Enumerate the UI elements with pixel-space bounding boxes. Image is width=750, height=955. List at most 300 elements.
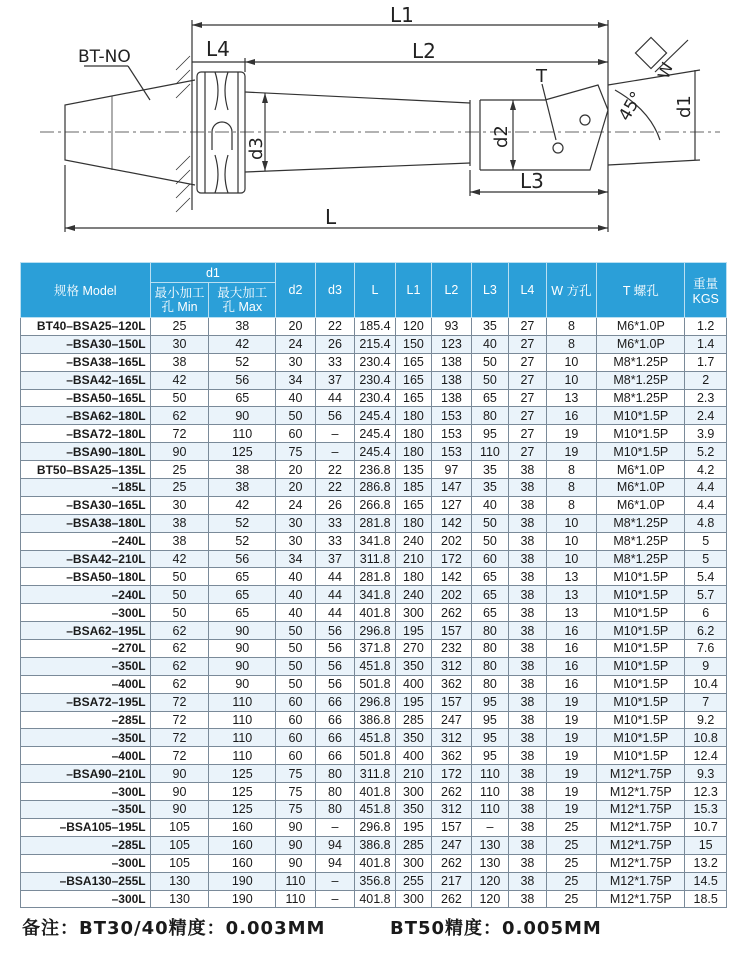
- cell-l2: 138: [432, 389, 472, 407]
- cell-l: 451.8: [355, 729, 396, 747]
- cell-d2: 40: [276, 586, 316, 604]
- cell-d2: 75: [276, 783, 316, 801]
- cell-l3: 80: [471, 407, 508, 425]
- header-d1-min: [150, 283, 209, 318]
- cell-d1-max: 90: [209, 675, 276, 693]
- cell-t: M12*1.75P: [597, 765, 685, 783]
- cell-model: –400L: [21, 675, 151, 693]
- cell-d3: 26: [315, 335, 355, 353]
- label-t: T: [536, 66, 547, 87]
- cell-l: 501.8: [355, 747, 396, 765]
- cell-w: 10: [546, 353, 597, 371]
- cell-t: M6*1.0P: [597, 479, 685, 497]
- cell-weight: 9.3: [685, 765, 727, 783]
- cell-l3: 65: [471, 586, 508, 604]
- cell-l2: 312: [432, 657, 472, 675]
- label-l: L: [325, 205, 337, 229]
- cell-l2: 217: [432, 872, 472, 890]
- cell-w: 13: [546, 568, 597, 586]
- cell-w: 16: [546, 622, 597, 640]
- cell-d1-max: 65: [209, 389, 276, 407]
- cell-d3: 44: [315, 389, 355, 407]
- cell-l4: 27: [509, 371, 546, 389]
- cell-l3: 110: [471, 765, 508, 783]
- cell-l3: 95: [471, 693, 508, 711]
- spec-table: [20, 262, 727, 908]
- table-row: [21, 335, 727, 353]
- cell-weight: 7.6: [685, 640, 727, 658]
- cell-model: –285L: [21, 836, 151, 854]
- cell-l: 266.8: [355, 496, 396, 514]
- cell-l3: 50: [471, 514, 508, 532]
- table-row: [21, 514, 727, 532]
- cell-l4: 27: [509, 407, 546, 425]
- cell-l: 281.8: [355, 568, 396, 586]
- cell-l3: 80: [471, 622, 508, 640]
- cell-model: –BSA105–195L: [21, 818, 151, 836]
- cell-d2: 75: [276, 765, 316, 783]
- cell-t: M10*1.5P: [597, 425, 685, 443]
- cell-l3: 60: [471, 550, 508, 568]
- cell-d1-min: 62: [150, 622, 209, 640]
- cell-d1-max: 190: [209, 872, 276, 890]
- cell-l2: 202: [432, 586, 472, 604]
- cell-d1-max: 52: [209, 353, 276, 371]
- body-bottom: [245, 163, 470, 172]
- cell-l2: 157: [432, 818, 472, 836]
- cell-d2: 90: [276, 854, 316, 872]
- cell-w: 8: [546, 461, 597, 479]
- cell-d1-min: 72: [150, 711, 209, 729]
- cell-d1-max: 160: [209, 818, 276, 836]
- cell-l: 501.8: [355, 675, 396, 693]
- cell-l: 296.8: [355, 693, 396, 711]
- cell-t: M12*1.75P: [597, 854, 685, 872]
- cell-d3: 56: [315, 640, 355, 658]
- cell-d3: 22: [315, 318, 355, 336]
- cell-w: 16: [546, 675, 597, 693]
- header-t: T 螺孔: [597, 263, 685, 318]
- cell-l4: 38: [509, 765, 546, 783]
- cell-d1-min: 30: [150, 335, 209, 353]
- cell-d3: 22: [315, 479, 355, 497]
- cell-w: 8: [546, 318, 597, 336]
- table-row: [21, 801, 727, 819]
- cell-model: –BSA72–195L: [21, 693, 151, 711]
- cell-weight: 5: [685, 550, 727, 568]
- cell-l: 341.8: [355, 586, 396, 604]
- cell-t: M10*1.5P: [597, 604, 685, 622]
- table-row: [21, 407, 727, 425]
- cell-l3: 80: [471, 657, 508, 675]
- cell-d2: 60: [276, 425, 316, 443]
- cell-weight: 18.5: [685, 890, 727, 908]
- cell-w: 8: [546, 496, 597, 514]
- cell-w: 19: [546, 765, 597, 783]
- cell-l4: 27: [509, 353, 546, 371]
- table-row: [21, 353, 727, 371]
- cell-l3: 65: [471, 568, 508, 586]
- cell-d1-min: 30: [150, 496, 209, 514]
- cell-l4: 38: [509, 461, 546, 479]
- cell-l3: 50: [471, 532, 508, 550]
- cell-weight: 9.2: [685, 711, 727, 729]
- cell-t: M10*1.5P: [597, 640, 685, 658]
- cell-weight: 6.2: [685, 622, 727, 640]
- table-row: [21, 783, 727, 801]
- cell-w: 25: [546, 818, 597, 836]
- cell-d1-min: 72: [150, 693, 209, 711]
- cell-l: 311.8: [355, 765, 396, 783]
- cell-w: 16: [546, 657, 597, 675]
- table-row: [21, 586, 727, 604]
- cell-l4: 38: [509, 854, 546, 872]
- cell-l: 401.8: [355, 890, 396, 908]
- cell-l3: 35: [471, 479, 508, 497]
- cell-weight: 1.2: [685, 318, 727, 336]
- table-row: [21, 443, 727, 461]
- cell-d3: 56: [315, 622, 355, 640]
- cell-w: 19: [546, 425, 597, 443]
- cell-l: 281.8: [355, 514, 396, 532]
- cell-l: 341.8: [355, 532, 396, 550]
- table-row: [21, 675, 727, 693]
- cell-w: 16: [546, 407, 597, 425]
- cell-d1-max: 42: [209, 335, 276, 353]
- cell-l1: 300: [395, 854, 431, 872]
- cell-d2: 40: [276, 389, 316, 407]
- cell-t: M8*1.25P: [597, 514, 685, 532]
- table-row: [21, 711, 727, 729]
- cell-l4: 38: [509, 747, 546, 765]
- cell-weight: 5.4: [685, 568, 727, 586]
- cell-model: –270L: [21, 640, 151, 658]
- cell-model: –BSA30–165L: [21, 496, 151, 514]
- cell-t: M12*1.75P: [597, 872, 685, 890]
- cell-weight: 5.2: [685, 443, 727, 461]
- cell-d1-max: 90: [209, 640, 276, 658]
- cell-l4: 38: [509, 675, 546, 693]
- cell-d2: 20: [276, 461, 316, 479]
- cell-d1-min: 90: [150, 765, 209, 783]
- cell-model: –BSA90–210L: [21, 765, 151, 783]
- cell-l3: 40: [471, 335, 508, 353]
- cell-d3: 80: [315, 801, 355, 819]
- cell-w: 19: [546, 783, 597, 801]
- cell-t: M10*1.5P: [597, 693, 685, 711]
- cell-weight: 10.4: [685, 675, 727, 693]
- cell-d3: 66: [315, 711, 355, 729]
- cell-l4: 27: [509, 389, 546, 407]
- cell-d2: 20: [276, 318, 316, 336]
- header-l1: L1: [395, 263, 431, 318]
- cell-l: 230.4: [355, 353, 396, 371]
- cell-weight: 4.8: [685, 514, 727, 532]
- cell-l4: 38: [509, 657, 546, 675]
- cell-t: M12*1.75P: [597, 890, 685, 908]
- note-bt30-40: 备注：BT30/40精度：0.003MM: [22, 918, 326, 939]
- cell-l1: 210: [395, 550, 431, 568]
- cell-l2: 262: [432, 783, 472, 801]
- cell-w: 16: [546, 640, 597, 658]
- cell-l: 371.8: [355, 640, 396, 658]
- header-d2: d2: [276, 263, 316, 318]
- label-d2: d2: [491, 125, 512, 148]
- cell-l2: 127: [432, 496, 472, 514]
- cell-l4: 38: [509, 532, 546, 550]
- cell-weight: 2: [685, 371, 727, 389]
- cell-w: 8: [546, 479, 597, 497]
- cell-w: 25: [546, 872, 597, 890]
- cell-d1-max: 52: [209, 514, 276, 532]
- cell-w: 10: [546, 532, 597, 550]
- cell-model: BT50–BSA25–135L: [21, 461, 151, 479]
- table-row: [21, 622, 727, 640]
- cell-l2: 262: [432, 604, 472, 622]
- cell-d1-min: 50: [150, 389, 209, 407]
- header-l: L: [355, 263, 396, 318]
- cell-d3: 37: [315, 550, 355, 568]
- cell-d1-max: 56: [209, 371, 276, 389]
- cell-l1: 300: [395, 890, 431, 908]
- cell-l3: 95: [471, 747, 508, 765]
- cell-w: 19: [546, 711, 597, 729]
- table-row: [21, 425, 727, 443]
- cell-l4: 38: [509, 783, 546, 801]
- cell-d1-max: 125: [209, 443, 276, 461]
- cell-l1: 180: [395, 443, 431, 461]
- cell-d2: 75: [276, 443, 316, 461]
- cell-weight: 7: [685, 693, 727, 711]
- cell-weight: 1.7: [685, 353, 727, 371]
- cell-l1: 135: [395, 461, 431, 479]
- cell-l4: 27: [509, 425, 546, 443]
- cell-t: M10*1.5P: [597, 568, 685, 586]
- cell-d1-max: 125: [209, 783, 276, 801]
- spec-table-body: [21, 318, 727, 908]
- cell-d2: 90: [276, 818, 316, 836]
- cell-l2: 262: [432, 854, 472, 872]
- label-d3: d3: [246, 137, 267, 160]
- cell-t: M10*1.5P: [597, 407, 685, 425]
- cell-l: 401.8: [355, 604, 396, 622]
- table-row: [21, 389, 727, 407]
- cell-d2: 90: [276, 836, 316, 854]
- cell-l2: 312: [432, 801, 472, 819]
- cell-weight: 12.3: [685, 783, 727, 801]
- cell-l3: 120: [471, 872, 508, 890]
- cell-d1-min: 105: [150, 836, 209, 854]
- cell-model: –285L: [21, 711, 151, 729]
- cell-l4: 38: [509, 622, 546, 640]
- cell-l4: 38: [509, 604, 546, 622]
- cell-d1-max: 125: [209, 765, 276, 783]
- cell-l2: 97: [432, 461, 472, 479]
- cell-model: –300L: [21, 890, 151, 908]
- cell-model: –185L: [21, 479, 151, 497]
- cell-l1: 400: [395, 675, 431, 693]
- table-row: [21, 550, 727, 568]
- table-row: [21, 568, 727, 586]
- cell-l: 386.8: [355, 836, 396, 854]
- cell-l3: 130: [471, 854, 508, 872]
- cell-d1-max: 90: [209, 657, 276, 675]
- cell-l3: 95: [471, 711, 508, 729]
- cell-l2: 172: [432, 765, 472, 783]
- cell-d1-max: 110: [209, 693, 276, 711]
- cell-weight: 1.4: [685, 335, 727, 353]
- cell-d1-max: 56: [209, 550, 276, 568]
- table-row: [21, 836, 727, 854]
- cell-l2: 262: [432, 890, 472, 908]
- cell-d2: 60: [276, 693, 316, 711]
- cell-l1: 350: [395, 801, 431, 819]
- cell-d1-min: 38: [150, 532, 209, 550]
- cell-l1: 285: [395, 711, 431, 729]
- cell-l1: 350: [395, 657, 431, 675]
- cell-l: 296.8: [355, 622, 396, 640]
- cell-d1-min: 72: [150, 729, 209, 747]
- cell-d3: –: [315, 425, 355, 443]
- cell-l4: 38: [509, 729, 546, 747]
- cell-t: M10*1.5P: [597, 711, 685, 729]
- table-row: [21, 604, 727, 622]
- header-d1: d1: [150, 263, 276, 283]
- cell-l1: 350: [395, 729, 431, 747]
- cell-l: 286.8: [355, 479, 396, 497]
- note-bt50: BT50精度：0.005MM: [390, 918, 602, 939]
- cell-weight: 5.7: [685, 586, 727, 604]
- table-row: [21, 854, 727, 872]
- cell-d1-min: 42: [150, 371, 209, 389]
- cell-l2: 93: [432, 318, 472, 336]
- cell-d2: 34: [276, 371, 316, 389]
- header-l2: L2: [432, 263, 472, 318]
- cell-d1-min: 50: [150, 604, 209, 622]
- cell-l2: 312: [432, 729, 472, 747]
- taper-shank: [65, 80, 195, 185]
- cell-d3: 44: [315, 568, 355, 586]
- cell-d3: –: [315, 443, 355, 461]
- cell-l2: 153: [432, 407, 472, 425]
- label-bt: BT-NO: [78, 47, 131, 67]
- cell-weight: 13.2: [685, 854, 727, 872]
- header-d1-min-line2: 孔 Min: [161, 300, 198, 314]
- cell-l4: 38: [509, 872, 546, 890]
- cell-l: 451.8: [355, 657, 396, 675]
- cell-l2: 142: [432, 568, 472, 586]
- cell-l3: 65: [471, 389, 508, 407]
- cell-l1: 165: [395, 371, 431, 389]
- table-row: [21, 496, 727, 514]
- cell-d1-min: 25: [150, 461, 209, 479]
- cell-d1-min: 72: [150, 747, 209, 765]
- cell-model: –BSA62–195L: [21, 622, 151, 640]
- cell-d2: 30: [276, 532, 316, 550]
- cell-weight: 15.3: [685, 801, 727, 819]
- cell-d3: 56: [315, 675, 355, 693]
- cell-w: 19: [546, 747, 597, 765]
- cell-t: M12*1.75P: [597, 801, 685, 819]
- cell-d1-min: 62: [150, 675, 209, 693]
- cell-model: –300L: [21, 783, 151, 801]
- cell-l2: 157: [432, 622, 472, 640]
- cell-l3: 50: [471, 371, 508, 389]
- cell-d1-min: 50: [150, 586, 209, 604]
- cell-weight: 14.5: [685, 872, 727, 890]
- cell-t: M10*1.5P: [597, 622, 685, 640]
- cell-model: –BSA130–255L: [21, 872, 151, 890]
- cell-l: 311.8: [355, 550, 396, 568]
- cell-l3: 35: [471, 318, 508, 336]
- cell-d3: 33: [315, 353, 355, 371]
- cell-d3: 26: [315, 496, 355, 514]
- cell-l3: –: [471, 818, 508, 836]
- cell-w: 13: [546, 586, 597, 604]
- cell-model: –350L: [21, 801, 151, 819]
- cell-d3: 44: [315, 604, 355, 622]
- cell-d2: 24: [276, 496, 316, 514]
- label-l1: L1: [390, 3, 414, 27]
- cell-l2: 247: [432, 836, 472, 854]
- cell-l1: 285: [395, 836, 431, 854]
- cell-l2: 123: [432, 335, 472, 353]
- cell-d1-min: 62: [150, 640, 209, 658]
- cell-d1-max: 42: [209, 496, 276, 514]
- cell-d2: 75: [276, 801, 316, 819]
- header-d3: d3: [315, 263, 355, 318]
- cell-l1: 300: [395, 783, 431, 801]
- cell-l1: 180: [395, 514, 431, 532]
- cell-l1: 195: [395, 818, 431, 836]
- cell-d1-min: 38: [150, 514, 209, 532]
- cell-d1-min: 105: [150, 854, 209, 872]
- cell-d1-min: 90: [150, 801, 209, 819]
- cell-l4: 38: [509, 890, 546, 908]
- cell-d3: 66: [315, 729, 355, 747]
- cell-l4: 38: [509, 693, 546, 711]
- tool-holder-drawing: [0, 0, 750, 262]
- cell-l1: 400: [395, 747, 431, 765]
- cell-d3: 33: [315, 532, 355, 550]
- table-row: [21, 640, 727, 658]
- cell-t: M6*1.0P: [597, 461, 685, 479]
- cell-d1-max: 110: [209, 729, 276, 747]
- cell-d3: 94: [315, 836, 355, 854]
- cell-l2: 202: [432, 532, 472, 550]
- cell-d1-max: 110: [209, 425, 276, 443]
- table-row: [21, 693, 727, 711]
- cell-d3: 94: [315, 854, 355, 872]
- header-weight: [685, 263, 727, 318]
- cell-d1-min: 62: [150, 657, 209, 675]
- cell-d1-max: 38: [209, 479, 276, 497]
- cell-d1-max: 110: [209, 747, 276, 765]
- cell-t: M12*1.75P: [597, 783, 685, 801]
- cell-model: –400L: [21, 747, 151, 765]
- cell-weight: 4.2: [685, 461, 727, 479]
- table-row: [21, 747, 727, 765]
- cell-l1: 195: [395, 622, 431, 640]
- cell-t: M10*1.5P: [597, 675, 685, 693]
- cell-l: 230.4: [355, 389, 396, 407]
- cell-l1: 300: [395, 604, 431, 622]
- cell-weight: 5: [685, 532, 727, 550]
- cell-t: M10*1.5P: [597, 586, 685, 604]
- cell-d3: 22: [315, 461, 355, 479]
- cell-d1-max: 65: [209, 568, 276, 586]
- cell-t: M8*1.25P: [597, 389, 685, 407]
